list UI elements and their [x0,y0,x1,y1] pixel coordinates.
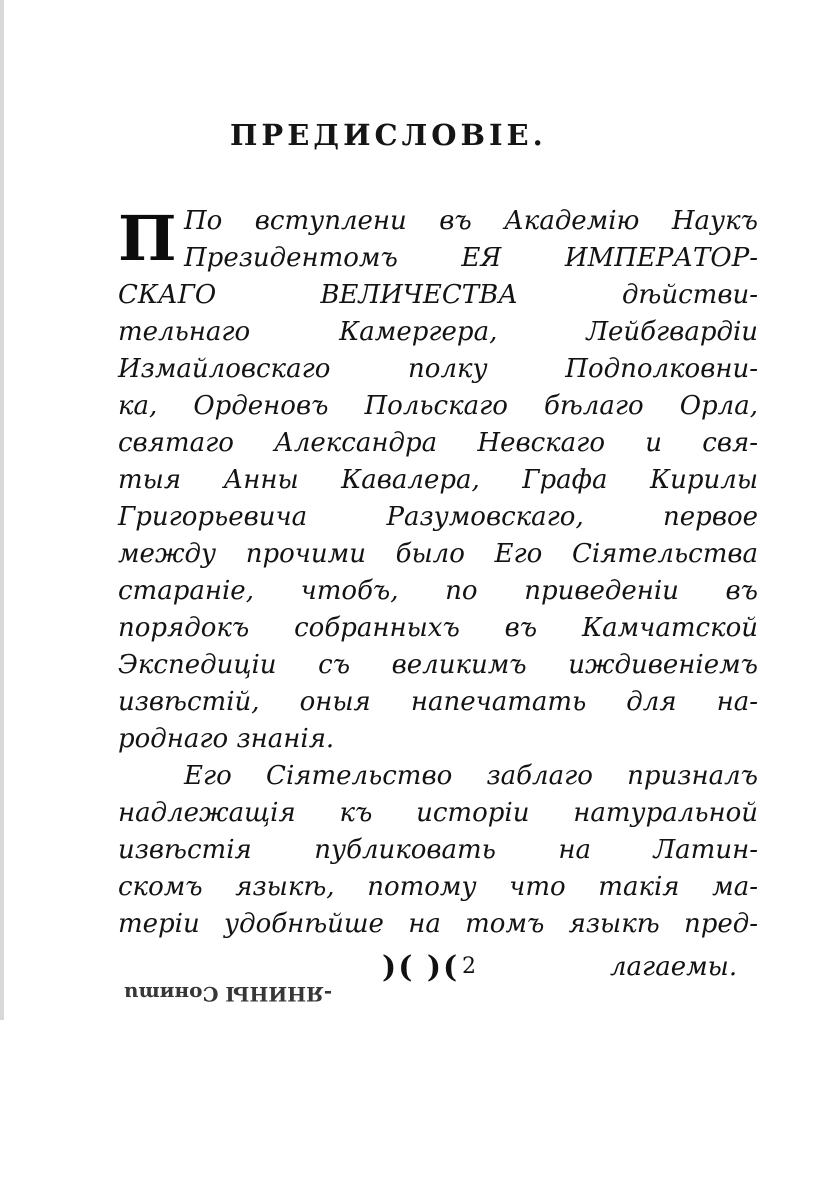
text-line: Григорьевича Разумовскаго, первое [118,502,758,532]
text-line: теріи удобнѣйше на томъ языкѣ пред- [118,909,758,939]
text-line: Экспедиціи съ великимъ иждивеніемъ [118,650,758,680]
text-line: тыя Анны Кавалера, Графа Кирилы [118,465,758,495]
signature-mark: )( )( [382,950,460,985]
text-line: СКАГО ВЕЛИЧЕСТВА дѣйстви- [118,280,758,310]
text-line: святаго Александра Невскаго и свя- [118,428,758,458]
text-line: Президентомъ ЕЯ ИМПЕРАТОР- [184,243,758,273]
text-line: между прочими было Его Сіятельства [118,539,758,569]
show-through-text: -ЯНИНЫ Cониmu [124,982,333,1006]
text-line: извѣстій, оныя напечатать для на- [118,687,758,717]
page-edge [0,0,4,1020]
text-line: Его Сіятельство заблаго призналъ [184,761,758,791]
text-line: скомъ языкѣ, потому что такія ма- [118,872,758,902]
text-line: По вступлени въ Академію Наукъ [184,206,758,236]
text-line: надлежащія къ исторіи натуральной [118,798,758,828]
page-title: ПРЕДИСЛОВІЕ. [230,118,547,152]
text-line: роднаго знанія. [118,724,335,754]
text-line: порядокъ собранныхъ въ Камчатской [118,613,758,643]
text-line: Измайловскаго полку Подполковни- [118,354,758,384]
catchword: лагаемы. [610,952,738,982]
text-line: ка, Орденовъ Польскаго бѣлаго Орла, [118,391,758,421]
text-line: тельнаго Камергера, Лейбгвардіи [118,317,758,347]
page-number: 2 [462,954,476,979]
text-line: извѣстія публиковать на Латин- [118,835,758,865]
drop-cap: П [118,202,177,275]
text-line: стараніе, чтобъ, по приведеніи въ [118,576,758,606]
